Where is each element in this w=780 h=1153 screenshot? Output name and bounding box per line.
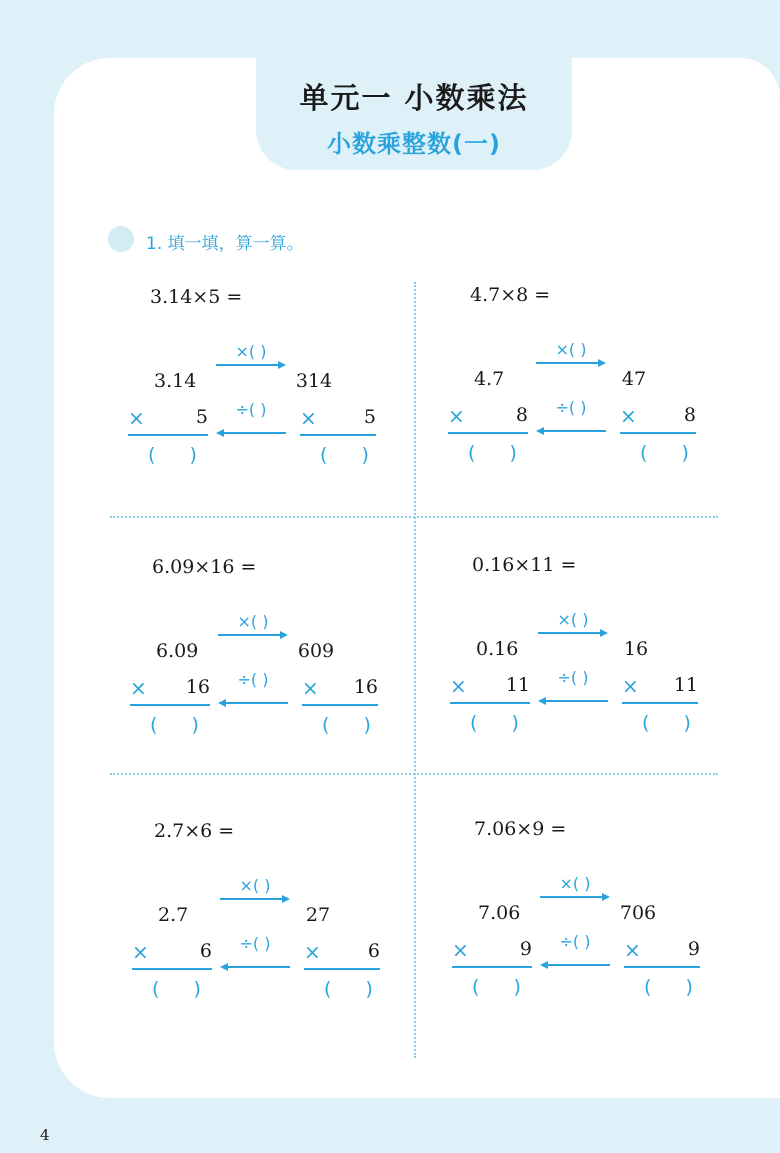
- divide-arrow: [220, 934, 290, 972]
- product-line: [448, 432, 528, 434]
- answer-blank[interactable]: ( ): [148, 444, 211, 466]
- multiplier-value: 9: [519, 938, 532, 960]
- multiplier-row: [304, 940, 380, 964]
- problem-expression: 4.7×8 =: [470, 284, 551, 306]
- multiply-label: ×( ): [557, 610, 589, 629]
- decimal-factor: 0.16: [476, 638, 519, 660]
- multiply-arrow: [536, 340, 606, 368]
- multiplier-row: [300, 406, 376, 430]
- times-sign: ×: [452, 938, 469, 962]
- divide-label: ÷( ): [559, 932, 591, 951]
- multiply-arrow: [216, 342, 286, 370]
- product-line: [622, 702, 698, 704]
- divide-arrow: [216, 400, 286, 438]
- problem-expression: 0.16×11 =: [472, 554, 577, 576]
- product-line: [300, 434, 376, 436]
- decimal-factor: 4.7: [474, 368, 505, 390]
- multiply-label: ×( ): [235, 342, 267, 361]
- product-line: [620, 432, 696, 434]
- product-line: [624, 966, 700, 968]
- multiplier-row: [624, 938, 700, 962]
- lesson-title: 小数乘整数(一): [327, 130, 501, 158]
- decimal-factor: 7.06: [478, 902, 521, 924]
- divide-label: ÷( ): [555, 398, 587, 417]
- multiply-arrow: [540, 874, 610, 902]
- right-arrow-icon: [216, 360, 286, 370]
- multiplier-value: 11: [505, 674, 530, 696]
- multiplier-value: 5: [195, 406, 208, 428]
- times-sign: ×: [624, 938, 641, 962]
- problem-expression: 2.7×6 =: [154, 820, 235, 842]
- divide-label: ÷( ): [237, 670, 269, 689]
- product-line: [450, 702, 530, 704]
- multiplier-row: [622, 674, 698, 698]
- problem-cell: [130, 556, 430, 796]
- product-line: [128, 434, 208, 436]
- multiplier-value: 5: [363, 406, 376, 428]
- multiply-arrow: [538, 610, 608, 638]
- left-arrow-icon: [216, 428, 286, 438]
- answer-blank[interactable]: ( ): [150, 714, 213, 736]
- divide-label: ÷( ): [239, 934, 271, 953]
- times-sign: ×: [128, 406, 145, 430]
- problem-cell: [450, 554, 750, 794]
- multiplier-value: 8: [515, 404, 528, 426]
- problem-cell: [452, 818, 752, 1058]
- product-line: [452, 966, 532, 968]
- multiplier-value: 6: [199, 940, 212, 962]
- multiplier-row: [132, 940, 212, 964]
- multiplier-value: 9: [687, 938, 700, 960]
- integer-factor: 609: [297, 640, 335, 662]
- integer-factor: 27: [305, 904, 331, 926]
- integer-factor: 314: [295, 370, 333, 392]
- times-sign: ×: [304, 940, 321, 964]
- decimal-factor: 6.09: [156, 640, 199, 662]
- divide-label: ÷( ): [235, 400, 267, 419]
- problem-expression: 3.14×5 =: [150, 286, 243, 308]
- right-arrow-icon: [540, 892, 610, 902]
- answer-blank[interactable]: ( ): [470, 712, 533, 734]
- answer-blank[interactable]: ( ): [468, 442, 531, 464]
- left-arrow-icon: [536, 426, 606, 436]
- left-arrow-icon: [220, 962, 290, 972]
- multiplier-row: [448, 404, 528, 428]
- multiply-label: ×( ): [559, 874, 591, 893]
- multiplier-value: 16: [185, 676, 210, 698]
- multiply-arrow: [220, 876, 290, 904]
- decimal-factor: 3.14: [154, 370, 197, 392]
- multiplier-row: [130, 676, 210, 700]
- multiplier-row: [450, 674, 530, 698]
- unit-title: 单元一 小数乘法: [299, 81, 529, 115]
- answer-blank[interactable]: ( ): [322, 714, 385, 736]
- integer-factor: 47: [621, 368, 647, 390]
- times-sign: ×: [448, 404, 465, 428]
- left-arrow-icon: [540, 960, 610, 970]
- divide-arrow: [538, 668, 608, 706]
- times-sign: ×: [302, 676, 319, 700]
- integer-factor: 706: [619, 902, 657, 924]
- product-line: [132, 968, 212, 970]
- multiplier-row: [620, 404, 696, 428]
- times-sign: ×: [132, 940, 149, 964]
- divide-arrow: [540, 932, 610, 970]
- multiply-arrow: [218, 612, 288, 640]
- problem-cell: [128, 286, 428, 526]
- problem-expression: 7.06×9 =: [474, 818, 567, 840]
- times-sign: ×: [450, 674, 467, 698]
- answer-blank[interactable]: ( ): [644, 976, 707, 998]
- times-sign: ×: [622, 674, 639, 698]
- product-line: [304, 968, 380, 970]
- multiplier-value: 8: [683, 404, 696, 426]
- answer-blank[interactable]: ( ): [472, 976, 535, 998]
- multiply-label: ×( ): [239, 876, 271, 895]
- problem-cell: [448, 284, 748, 524]
- problem-cell: [132, 820, 432, 1060]
- right-arrow-icon: [536, 358, 606, 368]
- right-arrow-icon: [220, 894, 290, 904]
- divide-label: ÷( ): [557, 668, 589, 687]
- multiplier-row: [302, 676, 378, 700]
- multiply-label: ×( ): [237, 612, 269, 631]
- answer-blank[interactable]: ( ): [152, 978, 215, 1000]
- times-sign: ×: [300, 406, 317, 430]
- answer-blank[interactable]: ( ): [320, 444, 383, 466]
- divide-arrow: [536, 398, 606, 436]
- decimal-factor: 2.7: [158, 904, 189, 926]
- times-sign: ×: [130, 676, 147, 700]
- times-sign: ×: [620, 404, 637, 428]
- integer-factor: 16: [623, 638, 649, 660]
- multiplier-value: 11: [673, 674, 698, 696]
- product-line: [302, 704, 378, 706]
- right-arrow-icon: [538, 628, 608, 638]
- multiplier-row: [128, 406, 208, 430]
- divide-arrow: [218, 670, 288, 708]
- left-arrow-icon: [538, 696, 608, 706]
- right-arrow-icon: [218, 630, 288, 640]
- exercise-instruction: 1. 填一填，算一算。: [146, 234, 304, 254]
- left-arrow-icon: [218, 698, 288, 708]
- multiply-label: ×( ): [555, 340, 587, 359]
- multiplier-row: [452, 938, 532, 962]
- product-line: [130, 704, 210, 706]
- answer-blank[interactable]: ( ): [640, 442, 703, 464]
- answer-blank[interactable]: ( ): [324, 978, 387, 1000]
- page-number: 4: [40, 1126, 50, 1144]
- bullet-circle-icon: [108, 226, 134, 252]
- multiplier-value: 16: [353, 676, 378, 698]
- problem-expression: 6.09×16 =: [152, 556, 257, 578]
- multiplier-value: 6: [367, 940, 380, 962]
- answer-blank[interactable]: ( ): [642, 712, 705, 734]
